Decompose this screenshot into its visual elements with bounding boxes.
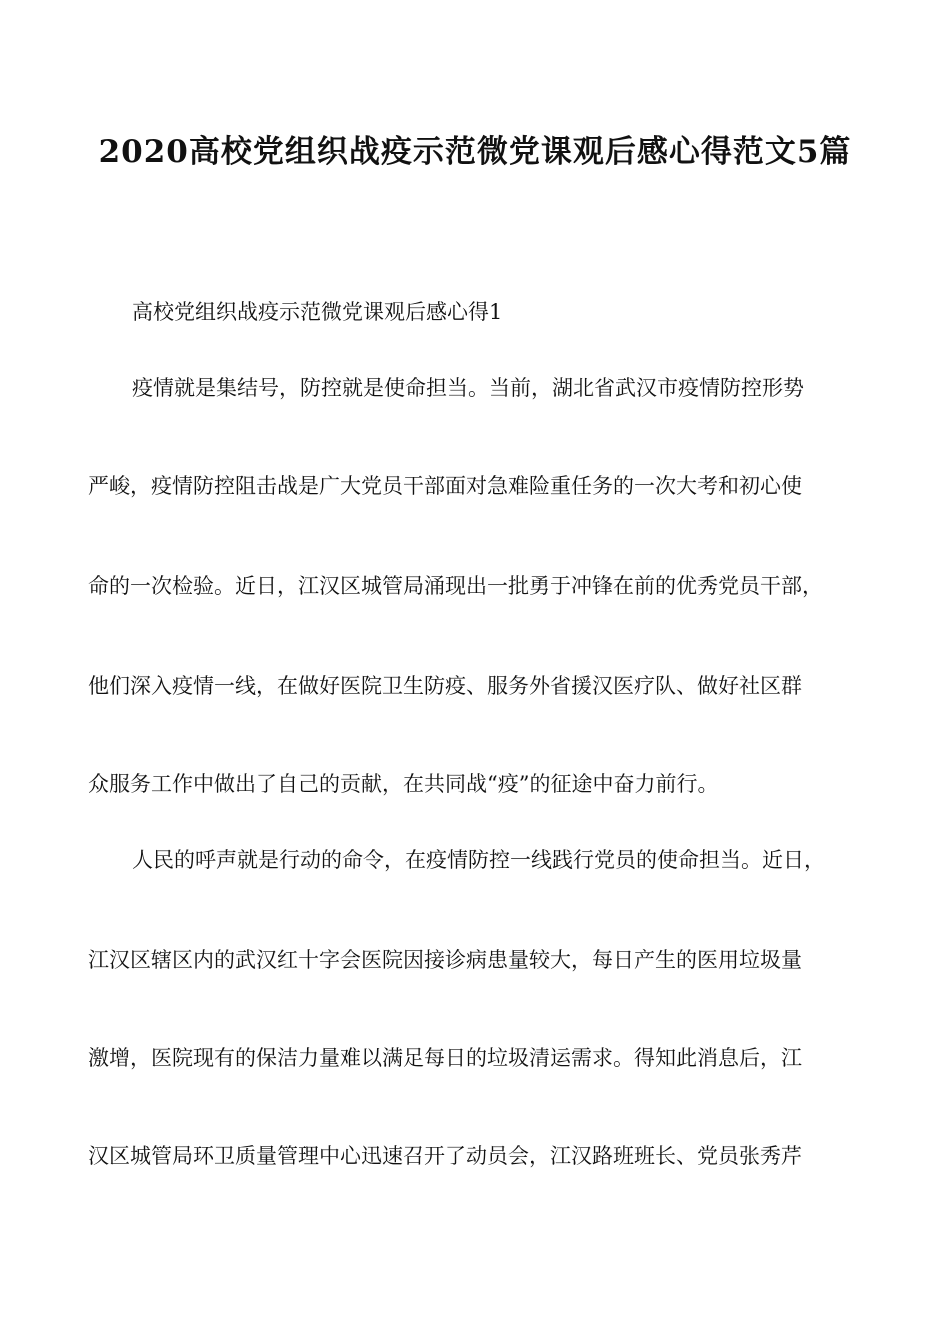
paragraph-line: 疫情就是集结号，防控就是使命担当。当前，湖北省武汉市疫情防控形势 — [132, 376, 804, 400]
paragraph-line: 汉区城管局环卫质量管理中心迅速召开了动员会，江汉路班班长、党员张秀芹 — [88, 1144, 802, 1168]
paragraph-line: 众服务工作中做出了自己的贡献，在共同战“疫”的征途中奋力前行。 — [88, 772, 719, 796]
paragraph-line: 严峻，疫情防控阻击战是广大党员干部面对急难险重任务的一次大考和初心使 — [88, 474, 802, 498]
paragraph-line: 命的一次检验。近日，江汉区城管局涌现出一批勇于冲锋在前的优秀党员干部， — [88, 574, 823, 598]
paragraph-line: 人民的呼声就是行动的命令，在疫情防控一线践行党员的使命担当。近日， — [132, 848, 825, 872]
paragraph-line: 他们深入疫情一线，在做好医院卫生防疫、服务外省援汉医疗队、做好社区群 — [88, 674, 802, 698]
paragraph-line: 激增，医院现有的保洁力量难以满足每日的垃圾清运需求。得知此消息后，江 — [88, 1046, 802, 1070]
section-heading: 高校党组织战疫示范微党课观后感心得1 — [132, 300, 503, 324]
paragraph-line: 江汉区辖区内的武汉红十字会医院因接诊病患量较大，每日产生的医用垃圾量 — [88, 948, 802, 972]
document-title: 2020高校党组织战疫示范微党课观后感心得范文5篇 — [98, 134, 852, 170]
